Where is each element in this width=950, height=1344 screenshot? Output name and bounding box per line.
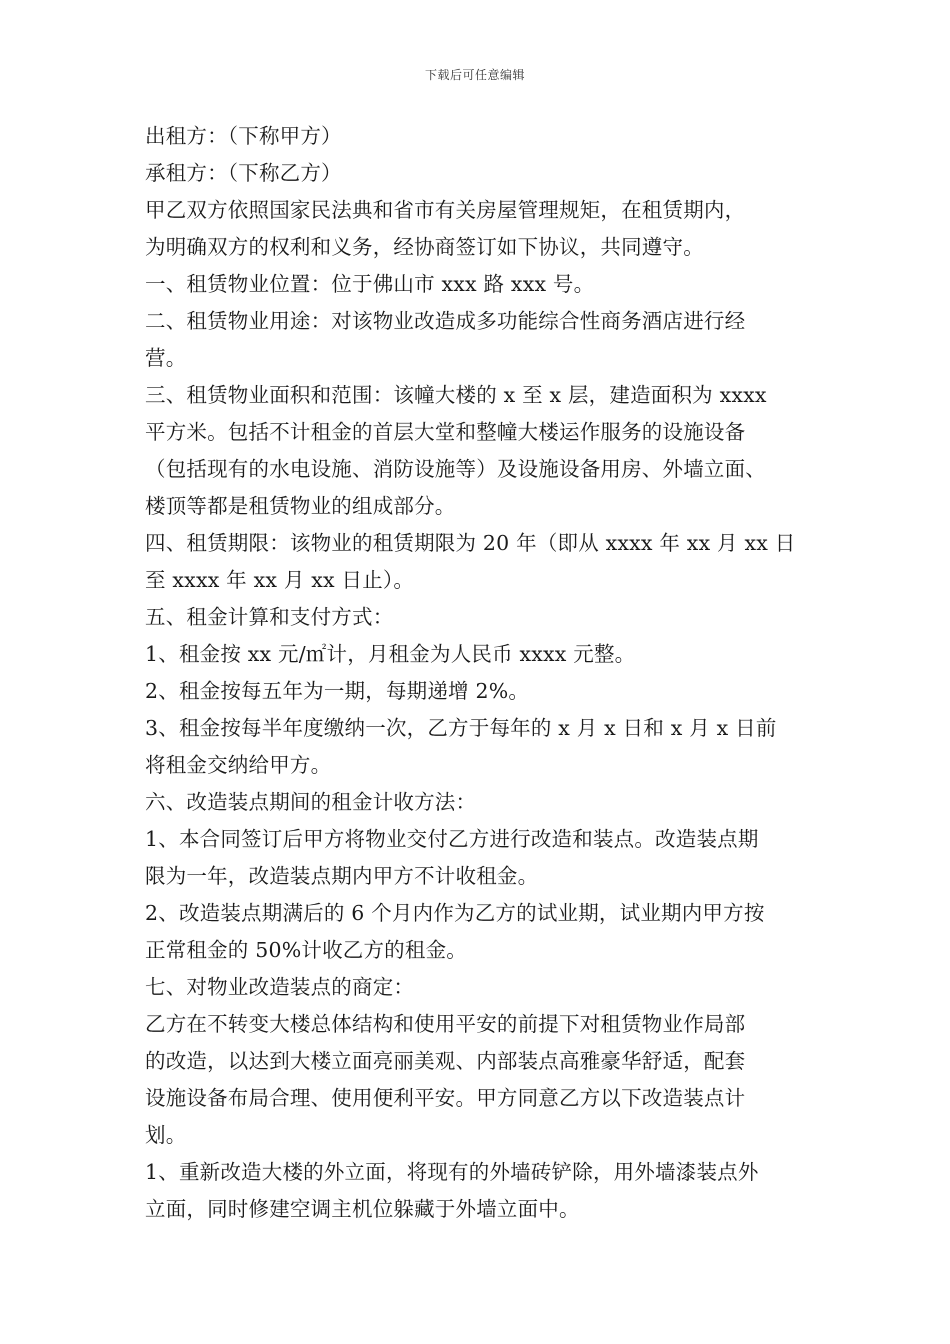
text-line: 限为一年，改造装点期内甲方不计收租金。 (145, 864, 539, 888)
text-line: 甲乙双方依照国家民法典和省市有关房屋管理规矩，在租赁期内， (145, 198, 746, 222)
contract-body (145, 118, 825, 1228)
text-line: 营。 (145, 346, 187, 370)
header-note: 下载后可任意编辑 (424, 68, 525, 82)
text-line: 乙方在不转变大楼总体结构和使用平安的前提下对租赁物业作局部 (145, 1012, 746, 1036)
text-line: 2、租金按每五年为一期，每期递增 2%。 (145, 679, 530, 703)
text-line: 至 xxxx 年 xx 月 xx 日止）。 (145, 568, 415, 592)
text-line: 一、租赁物业位置：位于佛山市 xxx 路 xxx 号。 (145, 272, 595, 296)
text-line: 六、改造装点期间的租金计收方法： (145, 790, 477, 814)
text-line: 立面，同时修建空调主机位躲藏于外墙立面中。 (145, 1197, 580, 1221)
text-line: 二、租赁物业用途：对该物业改造成多功能综合性商务酒店进行经 (145, 309, 746, 333)
text-line: 平方米。包括不计租金的首层大堂和整幢大楼运作服务的设施设备 (145, 420, 746, 444)
text-line: 1、重新改造大楼的外立面，将现有的外墙砖铲除，用外墙漆装点外 (145, 1160, 759, 1184)
text-line: 出租方：（下称甲方） (145, 124, 342, 148)
text-line: 七、对物业改造装点的商定： (145, 975, 415, 999)
text-line: 设施设备布局合理、使用便利平安。甲方同意乙方以下改造装点计 (145, 1086, 746, 1110)
text-line: 为明确双方的权利和义务，经协商签订如下协议，共同遵守。 (145, 235, 704, 259)
text-line: 1、租金按 xx 元/㎡计，月租金为人民币 xxxx 元整。 (145, 642, 636, 666)
text-line: 3、租金按每半年度缴纳一次，乙方于每年的 x 月 x 日和 x 月 x 日前 (145, 716, 777, 740)
text-line: 楼顶等都是租赁物业的组成部分。 (145, 494, 456, 518)
text-line: 四、租赁期限：该物业的租赁期限为 20 年（即从 xxxx 年 xx 月 xx 日 (145, 531, 796, 555)
text-line: 划。 (145, 1123, 187, 1147)
text-line: （包括现有的水电设施、消防设施等）及设施设备用房、外墙立面、 (145, 457, 766, 481)
text-line: 1、本合同签订后甲方将物业交付乙方进行改造和装点。改造装点期 (145, 827, 759, 851)
text-line: 2、改造装点期满后的 6 个月内作为乙方的试业期，试业期内甲方按 (145, 901, 765, 925)
text-line: 的改造，以达到大楼立面亮丽美观、内部装点高雅豪华舒适，配套 (145, 1049, 746, 1073)
text-line: 承租方：（下称乙方） (145, 161, 342, 185)
text-line: 五、租金计算和支付方式： (145, 605, 394, 629)
text-line: 三、租赁物业面积和范围：该幢大楼的 x 至 x 层，建造面积为 xxxx (145, 383, 767, 407)
text-line: 将租金交纳给甲方。 (145, 753, 332, 777)
text-line: 正常租金的 50%计收乙方的租金。 (145, 938, 467, 962)
